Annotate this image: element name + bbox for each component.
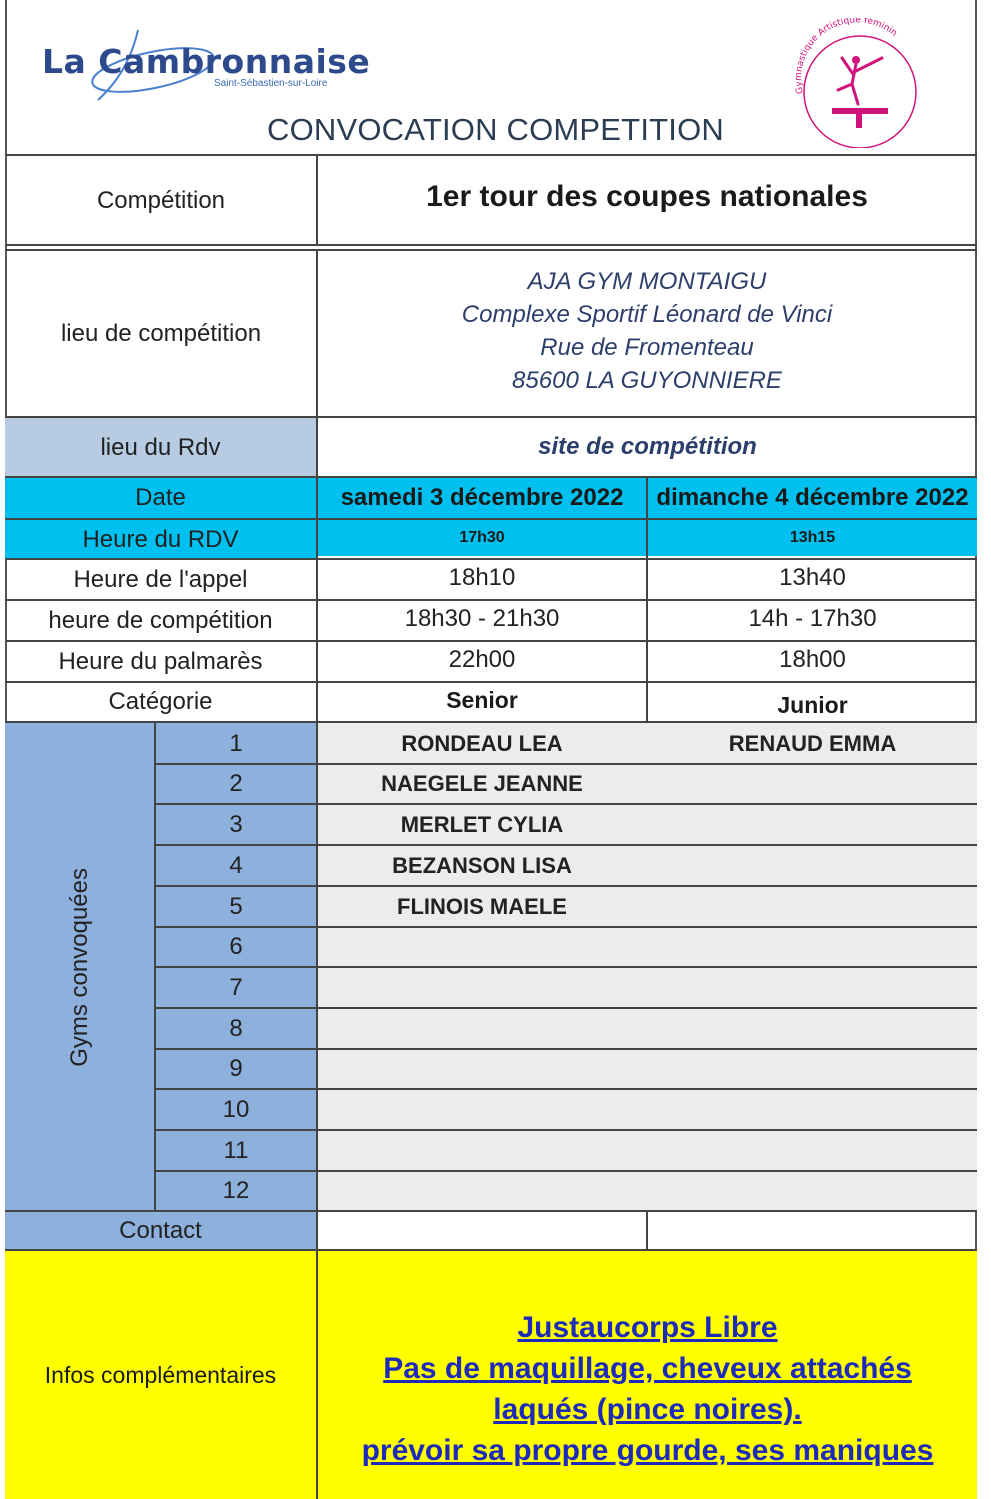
gymnast-day2 (648, 845, 977, 886)
call-time-label: Heure de l'appel (73, 566, 248, 593)
gymnast-day1 (318, 1089, 646, 1130)
infos-line-2: Pas de maquillage, cheveux attachés (383, 1352, 912, 1385)
gymnast-day1 (318, 1008, 646, 1049)
venue-label: lieu de compétition (60, 320, 262, 347)
contact-label: Contact (5, 1212, 316, 1250)
gymnast-day2 (648, 1089, 977, 1130)
gymnast-number: 12 (222, 1177, 250, 1204)
competition-label: Compétition (96, 187, 226, 214)
infos-text (318, 1251, 977, 1499)
gymnasts-label: Gyms convoquées (66, 867, 93, 1067)
comp-time-label: heure de compétition (48, 607, 273, 634)
gymnast-day2 (648, 1008, 977, 1049)
gymnast-number: 3 (229, 810, 243, 838)
category-day1: Senior (446, 686, 518, 713)
row-divider (155, 885, 977, 887)
gymnast-day2 (648, 886, 977, 927)
infos-line-3: laqués (pince noires). (493, 1393, 802, 1426)
gymnast-day2 (648, 967, 977, 1008)
page-title: CONVOCATION COMPETITION (267, 112, 724, 147)
gymnast-day2 (648, 764, 977, 804)
club-name: La Cambronnaise (42, 42, 371, 81)
venue-address (317, 256, 977, 406)
row-divider (155, 803, 977, 805)
gymnast-day1 (318, 1130, 646, 1171)
gymnasts-label-cell (5, 723, 155, 1211)
gymnast-day1: BEZANSON LISA (392, 852, 572, 878)
row-divider (155, 1129, 977, 1131)
gymnast-day2 (648, 927, 977, 967)
gymnast-number: 1 (229, 729, 243, 757)
badge-text: Gymnastique Artistique féminin (794, 18, 899, 95)
call-time-day2: 13h40 (779, 564, 846, 591)
gymnast-day1: FLINOIS MAELE (397, 893, 567, 919)
rdv-time-label: Heure du RDV (5, 520, 316, 559)
gymnast-number: 11 (223, 1136, 249, 1164)
gymnast-day2: RENAUD EMMA (728, 730, 897, 756)
club-city: Saint-Sébastien-sur-Loire (214, 78, 328, 89)
row-divider (155, 1088, 977, 1090)
venue-line-4: 85600 LA GUYONNIERE (512, 367, 782, 394)
venue-line-1: AJA GYM MONTAIGU (527, 268, 767, 295)
infos-line-1: Justaucorps Libre (517, 1311, 778, 1344)
date-day2: dimanche 4 décembre 2022 (648, 478, 977, 518)
meeting-label: lieu du Rdv (5, 418, 316, 478)
competition-value: 1er tour des coupes nationales (426, 180, 868, 213)
gymnast-day2 (648, 1130, 977, 1171)
venue-line-3: Rue de Fromenteau (540, 334, 754, 361)
row-divider (155, 926, 977, 928)
comp-time-day2: 14h - 17h30 (748, 605, 877, 632)
category-label: Catégorie (108, 688, 213, 715)
gymnast-number: 4 (229, 851, 243, 879)
rdv-time-day2: 13h15 (648, 520, 977, 556)
gymnast-number: 5 (229, 892, 243, 920)
comp-time-day1: 18h30 - 21h30 (404, 605, 560, 632)
row-divider (155, 1170, 977, 1172)
call-time-day1: 18h10 (448, 564, 516, 591)
gymnast-day2 (648, 1171, 977, 1211)
meeting-value: site de compétition (538, 433, 757, 460)
gymnast-number: 8 (229, 1014, 243, 1042)
infos-label: Infos complémentaires (5, 1251, 316, 1499)
gymnast-day1: NAEGELE JEANNE (381, 771, 583, 796)
gymnast-day1: RONDEAU LEA (401, 730, 563, 756)
gymnast-day1: MERLET CYLIA (400, 811, 564, 837)
awards-time-label: Heure du palmarès (58, 648, 263, 675)
date-day1: samedi 3 décembre 2022 (318, 478, 646, 518)
contact-day1 (318, 1212, 646, 1250)
gym-badge-logo (786, 18, 926, 148)
club-logo (38, 22, 378, 102)
gymnast-number: 10 (222, 1095, 250, 1123)
row-divider (155, 1007, 977, 1009)
rdv-time-day1: 17h30 (318, 520, 646, 556)
row-divider (155, 763, 977, 765)
gymnast-number: 2 (229, 770, 243, 797)
gymnast-day2 (648, 1049, 977, 1089)
row-divider (155, 966, 977, 968)
gymnast-day1 (318, 1049, 646, 1089)
venue-line-2: Complexe Sportif Léonard de Vinci (461, 301, 833, 328)
date-label: Date (5, 478, 316, 518)
category-day2: Junior (777, 691, 848, 718)
gymnast-day1 (318, 927, 646, 967)
awards-time-day1: 22h00 (448, 646, 516, 673)
awards-time-day2: 18h00 (779, 646, 846, 673)
gymnast-number: 9 (229, 1055, 243, 1082)
row-divider (155, 1048, 977, 1050)
infos-line-4: prévoir sa propre gourde, ses maniques (361, 1434, 934, 1467)
gymnast-icon (786, 18, 926, 148)
gymnast-day1 (318, 967, 646, 1008)
contact-day2 (648, 1212, 977, 1250)
gymnast-number: 6 (229, 933, 243, 960)
gymnast-day2 (648, 804, 977, 845)
gymnast-number: 7 (229, 973, 243, 1001)
row-divider (155, 844, 977, 846)
gymnast-day1 (318, 1171, 646, 1211)
